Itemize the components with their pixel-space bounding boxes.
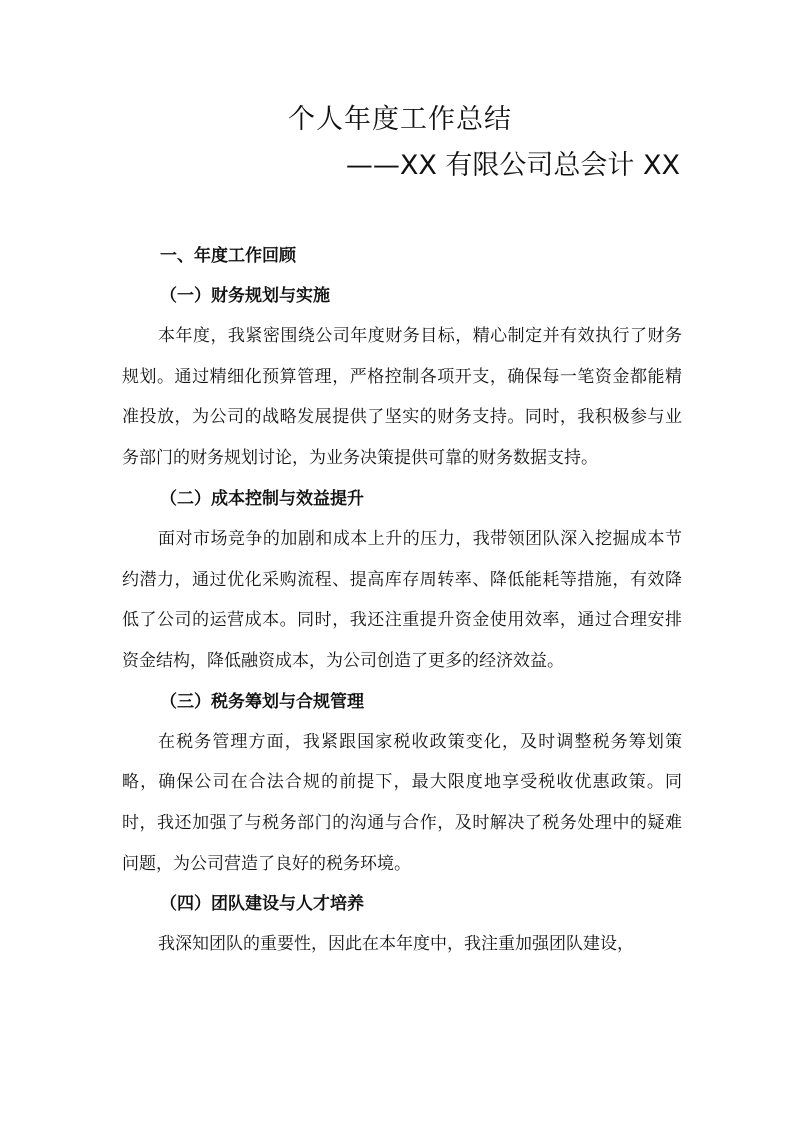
- subsection-heading-3: （三）税务筹划与合规管理: [160, 691, 364, 712]
- paragraph-3: 在税务管理方面，我紧跟国家税收政策变化，及时调整税务筹划策略，确保公司在合法合规的前提下，最大限度地享受税收优惠政策。同时，我还加强了与税务部门的沟通与合作，及时解决了税务处理中的疑难问题，为公司营造了良好的税务环境。: [122, 731, 682, 874]
- document-body: [122, 236, 682, 965]
- subsection-heading-1: （一）财务规划与实施: [160, 286, 330, 306]
- paragraph-4: 我深知团队的重要性，因此在本年度中，我注重加强团队建设，: [158, 934, 634, 955]
- document-subtitle: ——XX 有限公司总会计 XX: [345, 150, 680, 181]
- paragraph-2: 面对市场竞争的加剧和成本上升的压力，我带领团队深入挖掘成本节约潜力，通过优化采购流程、提高库存周转率、降低能耗等措施，有效降低了公司的运营成本。同时，我还注重提升资金使用效率，通过合理安排资金结构，降低融资成本，为公司创造了更多的经济效益。: [122, 528, 682, 671]
- paragraph-1: 本年度，我紧密围绕公司年度财务目标，精心制定并有效执行了财务规划。通过精细化预算管理，严格控制各项开支，确保每一笔资金都能精准投放，为公司的战略发展提供了坚实的财务支持。同时，我积极参与业务部门的财务规划讨论，为业务决策提供可靠的财务数据支持。: [122, 326, 682, 469]
- document-title: 个人年度工作总结: [288, 104, 512, 135]
- subsection-heading-4: （四）团队建设与人才培养: [160, 894, 364, 915]
- section-heading: 一、年度工作回顾: [160, 246, 296, 266]
- subsection-heading-2: （二）成本控制与效益提升: [160, 488, 364, 509]
